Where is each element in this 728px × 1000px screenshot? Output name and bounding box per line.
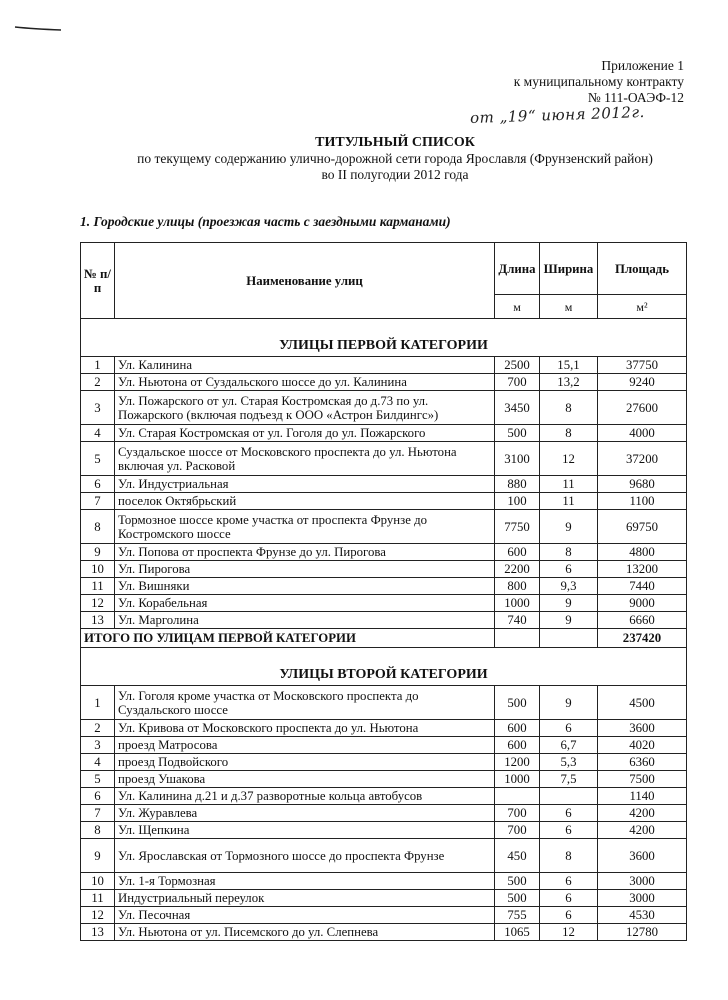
street-width: 7,5 (540, 771, 598, 788)
header-num: № п/п (81, 243, 115, 319)
street-width: 13,2 (540, 374, 598, 391)
street-width: 9,3 (540, 578, 598, 595)
street-length: 500 (495, 890, 540, 907)
street-area: 6660 (598, 612, 687, 629)
street-area: 37750 (598, 357, 687, 374)
street-area: 13200 (598, 561, 687, 578)
row-number: 2 (81, 374, 115, 391)
street-width: 8 (540, 391, 598, 425)
table-row (81, 737, 687, 754)
street-area: 7500 (598, 771, 687, 788)
street-length: 2200 (495, 561, 540, 578)
street-area: 4020 (598, 737, 687, 754)
row-number: 11 (81, 890, 115, 907)
street-area: 7440 (598, 578, 687, 595)
street-length: 3100 (495, 442, 540, 476)
street-length: 600 (495, 720, 540, 737)
street-length: 500 (495, 873, 540, 890)
street-name: Ул. Песочная (115, 907, 495, 924)
table-row (81, 720, 687, 737)
category-1-row (81, 319, 687, 357)
street-name: Ул. Вишняки (115, 578, 495, 595)
row-number: 13 (81, 924, 115, 941)
street-length: 700 (495, 374, 540, 391)
street-name: Индустриальный переулок (115, 890, 495, 907)
street-width: 9 (540, 686, 598, 720)
street-width (540, 788, 598, 805)
header-width: Ширина (540, 243, 598, 295)
street-length: 880 (495, 476, 540, 493)
street-name: Ул. Старая Костромская от ул. Гоголя до ул. Пожарского (115, 425, 495, 442)
table-row (81, 578, 687, 595)
document-subtitle: по текущему содержанию улично-дорожной сети города Ярославля (Фрунзенский район) (137, 151, 653, 166)
street-area: 69750 (598, 510, 687, 544)
category-1-title: УЛИЦЫ ПЕРВОЙ КАТЕГОРИИ (81, 319, 687, 357)
table-row (81, 442, 687, 476)
street-name: проезд Матросова (115, 737, 495, 754)
street-length: 800 (495, 578, 540, 595)
street-length: 600 (495, 737, 540, 754)
street-area: 3600 (598, 839, 687, 873)
street-length: 2500 (495, 357, 540, 374)
street-area: 27600 (598, 391, 687, 425)
street-area: 3600 (598, 720, 687, 737)
street-width: 6 (540, 890, 598, 907)
street-width: 9 (540, 510, 598, 544)
table-row (81, 805, 687, 822)
header-name: Наименование улиц (115, 243, 495, 319)
row-number: 1 (81, 686, 115, 720)
street-area: 9000 (598, 595, 687, 612)
street-width: 11 (540, 493, 598, 510)
street-name: Ул. Гоголя кроме участка от Московского проспекта до Суздальского шоссе (115, 686, 495, 720)
table-row (81, 822, 687, 839)
table-row (81, 839, 687, 873)
street-width: 8 (540, 839, 598, 873)
street-length: 700 (495, 822, 540, 839)
street-length: 1000 (495, 771, 540, 788)
total-label: ИТОГО ПО УЛИЦАМ ПЕРВОЙ КАТЕГОРИИ (81, 629, 495, 648)
street-name: Ул. 1-я Тормозная (115, 873, 495, 890)
row-number: 2 (81, 720, 115, 737)
street-area: 4500 (598, 686, 687, 720)
street-width: 6 (540, 720, 598, 737)
street-area: 4800 (598, 544, 687, 561)
category-2-title: УЛИЦЫ ВТОРОЙ КАТЕГОРИИ (81, 648, 687, 686)
street-width: 9 (540, 612, 598, 629)
street-length: 7750 (495, 510, 540, 544)
row-number: 3 (81, 391, 115, 425)
street-width: 6 (540, 805, 598, 822)
row-number: 1 (81, 357, 115, 374)
table-row (81, 425, 687, 442)
unit-length: м (495, 295, 540, 319)
street-length: 1000 (495, 595, 540, 612)
table-row (81, 771, 687, 788)
street-width: 8 (540, 425, 598, 442)
table-row (81, 391, 687, 425)
street-area: 6360 (598, 754, 687, 771)
street-name: Ул. Журавлева (115, 805, 495, 822)
row-number: 5 (81, 442, 115, 476)
street-name: Ул. Индустриальная (115, 476, 495, 493)
row-number: 8 (81, 822, 115, 839)
corner-pen-mark (14, 24, 62, 32)
header-area: Площадь (598, 243, 687, 295)
table-header-row (81, 243, 687, 295)
header-length: Длина (495, 243, 540, 295)
street-width: 8 (540, 544, 598, 561)
street-length: 500 (495, 686, 540, 720)
row-number: 7 (81, 493, 115, 510)
table-row (81, 686, 687, 720)
table-row (81, 510, 687, 544)
street-length: 700 (495, 805, 540, 822)
row-number: 10 (81, 561, 115, 578)
total-area: 237420 (598, 629, 687, 648)
appendix-line-1: Приложение 1 (601, 58, 684, 73)
street-name: Ул. Щепкина (115, 822, 495, 839)
row-number: 4 (81, 425, 115, 442)
street-area: 1100 (598, 493, 687, 510)
street-length: 100 (495, 493, 540, 510)
table-row (81, 544, 687, 561)
unit-width: м (540, 295, 598, 319)
street-area: 37200 (598, 442, 687, 476)
category-1-total-row (81, 629, 687, 648)
total-width-empty (540, 629, 598, 648)
street-area: 1140 (598, 788, 687, 805)
street-area: 9680 (598, 476, 687, 493)
table-row (81, 357, 687, 374)
total-length-empty (495, 629, 540, 648)
table-row (81, 476, 687, 493)
appendix-note (514, 58, 684, 106)
street-name: Ул. Марголина (115, 612, 495, 629)
category-2-row (81, 648, 687, 686)
row-number: 12 (81, 907, 115, 924)
street-area: 3000 (598, 890, 687, 907)
table-row (81, 374, 687, 391)
street-name: Ул. Калинина (115, 357, 495, 374)
street-length: 1200 (495, 754, 540, 771)
table-row (81, 890, 687, 907)
street-width: 5,3 (540, 754, 598, 771)
row-number: 5 (81, 771, 115, 788)
handwritten-date: от „19“ июня 2012г. (469, 102, 646, 128)
appendix-line-2: к муниципальному контракту (513, 74, 684, 89)
street-area: 3000 (598, 873, 687, 890)
table-row (81, 612, 687, 629)
street-length: 500 (495, 425, 540, 442)
street-name: Суздальское шоссе от Московского проспекта до ул. Ньютона включая ул. Расковой (115, 442, 495, 476)
table-row (81, 595, 687, 612)
street-name: поселок Октябрьский (115, 493, 495, 510)
street-length: 755 (495, 907, 540, 924)
table-row (81, 924, 687, 941)
row-number: 7 (81, 805, 115, 822)
table-row (81, 493, 687, 510)
appendix-line-3: № 111-ОАЭФ-12 (587, 90, 684, 105)
street-length: 3450 (495, 391, 540, 425)
street-length: 1065 (495, 924, 540, 941)
document-title: ТИТУЛЬНЫЙ СПИСОК (315, 135, 475, 150)
row-number: 13 (81, 612, 115, 629)
street-length: 740 (495, 612, 540, 629)
street-name: Ул. Ярославская от Тормозного шоссе до проспекта Фрунзе (115, 839, 495, 873)
streets-table (80, 242, 687, 941)
street-name: Ул. Пирогова (115, 561, 495, 578)
row-number: 6 (81, 788, 115, 805)
street-width: 6 (540, 822, 598, 839)
street-width: 6 (540, 907, 598, 924)
street-name: Ул. Ньютона от ул. Писемского до ул. Слепнева (115, 924, 495, 941)
street-length: 600 (495, 544, 540, 561)
unit-area: м² (598, 295, 687, 319)
title-block (90, 134, 700, 183)
table-row (81, 788, 687, 805)
row-number: 9 (81, 544, 115, 561)
row-number: 12 (81, 595, 115, 612)
street-area: 9240 (598, 374, 687, 391)
table-row (81, 873, 687, 890)
street-width: 6 (540, 561, 598, 578)
street-width: 9 (540, 595, 598, 612)
street-name: Ул. Пожарского от ул. Старая Костромская до д.73 по ул. Пожарского (включая подъезд к ООО «Астрон Билдингс») (115, 391, 495, 425)
street-width: 6,7 (540, 737, 598, 754)
street-length (495, 788, 540, 805)
row-number: 10 (81, 873, 115, 890)
street-area: 4200 (598, 805, 687, 822)
street-name: Ул. Калинина д.21 и д.37 разворотные кольца автобусов (115, 788, 495, 805)
document-period: во II полугодии 2012 года (321, 167, 469, 182)
street-name: Ул. Попова от проспекта Фрунзе до ул. Пирогова (115, 544, 495, 561)
street-area: 12780 (598, 924, 687, 941)
street-name: Ул. Корабельная (115, 595, 495, 612)
street-width: 11 (540, 476, 598, 493)
row-number: 4 (81, 754, 115, 771)
street-name: проезд Ушакова (115, 771, 495, 788)
table-row (81, 907, 687, 924)
row-number: 3 (81, 737, 115, 754)
street-length: 450 (495, 839, 540, 873)
street-name: Тормозное шоссе кроме участка от проспекта Фрунзе до Костромского шоссе (115, 510, 495, 544)
table-row (81, 561, 687, 578)
street-area: 4530 (598, 907, 687, 924)
street-width: 12 (540, 924, 598, 941)
street-area: 4200 (598, 822, 687, 839)
row-number: 9 (81, 839, 115, 873)
street-width: 6 (540, 873, 598, 890)
section-heading: 1. Городские улицы (проезжая часть с заездными карманами) (80, 214, 451, 229)
street-name: Ул. Кривова от Московского проспекта до ул. Ньютона (115, 720, 495, 737)
street-name: проезд Подвойского (115, 754, 495, 771)
street-width: 12 (540, 442, 598, 476)
row-number: 6 (81, 476, 115, 493)
street-width: 15,1 (540, 357, 598, 374)
row-number: 11 (81, 578, 115, 595)
table-row (81, 754, 687, 771)
street-area: 4000 (598, 425, 687, 442)
street-name: Ул. Ньютона от Суздальского шоссе до ул. Калинина (115, 374, 495, 391)
row-number: 8 (81, 510, 115, 544)
